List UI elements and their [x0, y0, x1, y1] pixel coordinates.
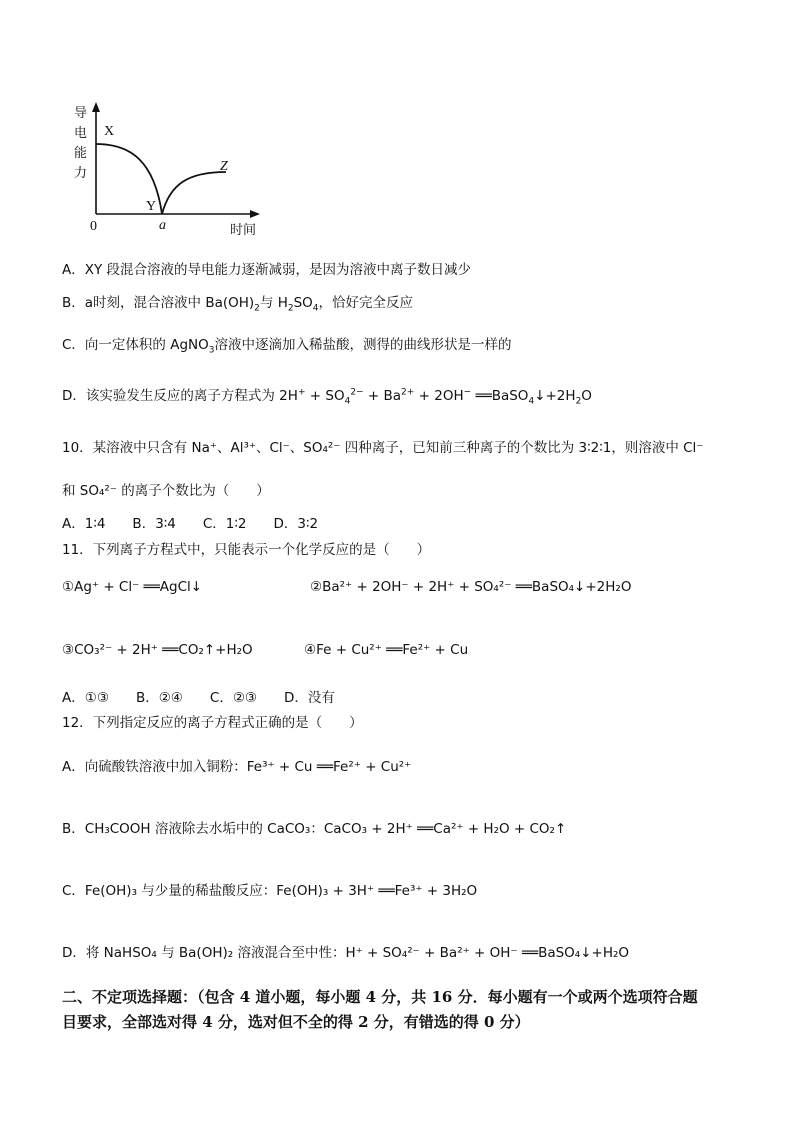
ylabel-char-2: 电 — [74, 126, 88, 141]
q9-d-text-6: ↓+2H — [534, 388, 576, 404]
q9-b-text-2: 与 H — [259, 295, 288, 311]
q11-equation-1: ①Ag⁺ + Cl⁻ ══AgCl↓ — [62, 579, 203, 595]
q9-d-text-2: + SO — [309, 388, 345, 404]
q12-option-a: A．向硫酸铁溶液中加入铜粉：Fe³⁺ + Cu ══Fe²⁺ + Cu²⁺ — [62, 759, 412, 775]
q11-equation-4: ④Fe + Cu²⁺ ══Fe²⁺ + Cu — [304, 642, 469, 658]
q11-equation-2: ②Ba²⁺ + 2OH⁻ + 2H⁺ + SO₄²⁻ ══BaSO₄↓+2H₂O — [310, 579, 632, 595]
section2-heading-line2: 目要求，全部选对得 4 分，选对但不全的得 2 分，有错选的得 0 分） — [62, 1013, 530, 1031]
q9-d-text-3: + Ba — [367, 388, 402, 404]
q12-option-b: B．CH₃COOH 溶液除去水垢中的 CaCO₃：CaCO₃ + 2H⁺ ══Ca²⁺ + H₂O + CO₂↑ — [62, 821, 567, 837]
ylabel-char-1: 导 — [74, 106, 88, 121]
xlabel: 时间 — [230, 223, 257, 238]
q9-option-a: A．XY 段混合溶液的导电能力逐渐减弱，是因为溶液中离子数日减少 — [62, 262, 472, 278]
q11-options: A．①③ B．②④ C．②③ D．没有 — [62, 690, 335, 706]
conductivity-time-graph — [70, 100, 270, 240]
q9-option-b: B．a时刻，混合溶液中 $Ba(OH)_2$与 $H_2SO_4$，恰好完全反应 — [62, 295, 414, 314]
q12-option-d: D．将 NaHSO₄ 与 Ba(OH)₂ 溶液混合至中性：H⁺ + SO₄²⁻ + Ba²⁺ + OH⁻ ══BaSO₄↓+H₂O — [62, 945, 630, 961]
q9-d-text-1: D．该实验发生反应的离子方程式为 2H — [62, 388, 298, 404]
q10-options: A．1∶4 B．3∶4 C．1∶2 D．3∶2 — [62, 516, 319, 532]
q11-stem: 11．下列离子方程式中，只能表示一个化学反应的是（ ） — [62, 542, 431, 558]
q10-stem-line2: 和 SO₄²⁻ 的离子个数比为（ ） — [62, 483, 270, 499]
q9-b-text-3: SO — [293, 295, 313, 311]
q9-b-text-1: B．a时刻，混合溶液中 Ba(OH) — [62, 295, 255, 311]
point-a-label: a — [159, 218, 166, 233]
q9-d-text-4: + 2OH — [418, 388, 464, 404]
point-z-label: Z — [220, 159, 228, 174]
q9-d-text-5: ══BaSO — [475, 388, 529, 404]
q12-stem: 12．下列指定反应的离子方程式正确的是（ ） — [62, 715, 363, 731]
q9-c-text-2: 溶液中逐滴加入稀盐酸，测得的曲线形状是一样的 — [214, 337, 512, 353]
q11-equation-3: ③CO₃²⁻ + 2H⁺ ══CO₂↑+H₂O — [62, 642, 253, 658]
ylabel-char-3: 能 — [74, 146, 88, 161]
point-x-label: X — [104, 124, 115, 139]
q9-option-d: D．该实验发生反应的离子方程式为 $2H^+ + SO_4^{2-} + Ba^{2+} + 2OH^-$ $══BaSO_4↓+2H_2O$ — [62, 387, 592, 407]
q9-option-c: C．向一定体积的 AgNO$_3$溶液中逐滴加入稀盐酸，测得的曲线形状是一样的 — [62, 337, 512, 356]
q10-stem-line1: 10．某溶液中只含有 Na⁺、Al³⁺、Cl⁻、SO₄²⁻ 四种离子，已知前三种离子的个数比为 3∶2∶1，则溶液中 Cl⁻ — [62, 440, 704, 456]
q9-d-text-7: O — [581, 388, 592, 404]
point-y-label: Y — [146, 199, 157, 214]
q9-b-text-4: ，恰好完全反应 — [318, 295, 414, 311]
ylabel-char-4: 力 — [74, 166, 88, 181]
origin-label: 0 — [90, 219, 97, 234]
q9-c-text-1: C．向一定体积的 AgNO — [62, 337, 209, 353]
q12-option-c: C．Fe(OH)₃ 与少量的稀盐酸反应：Fe(OH)₃ + 3H⁺ ══Fe³⁺ + 3H₂O — [62, 883, 478, 899]
section2-heading-line1: 二、不定项选择题：（包含 4 道小题，每小题 4 分，共 16 分．每小题有一个或两个选项符合题 — [62, 988, 698, 1006]
